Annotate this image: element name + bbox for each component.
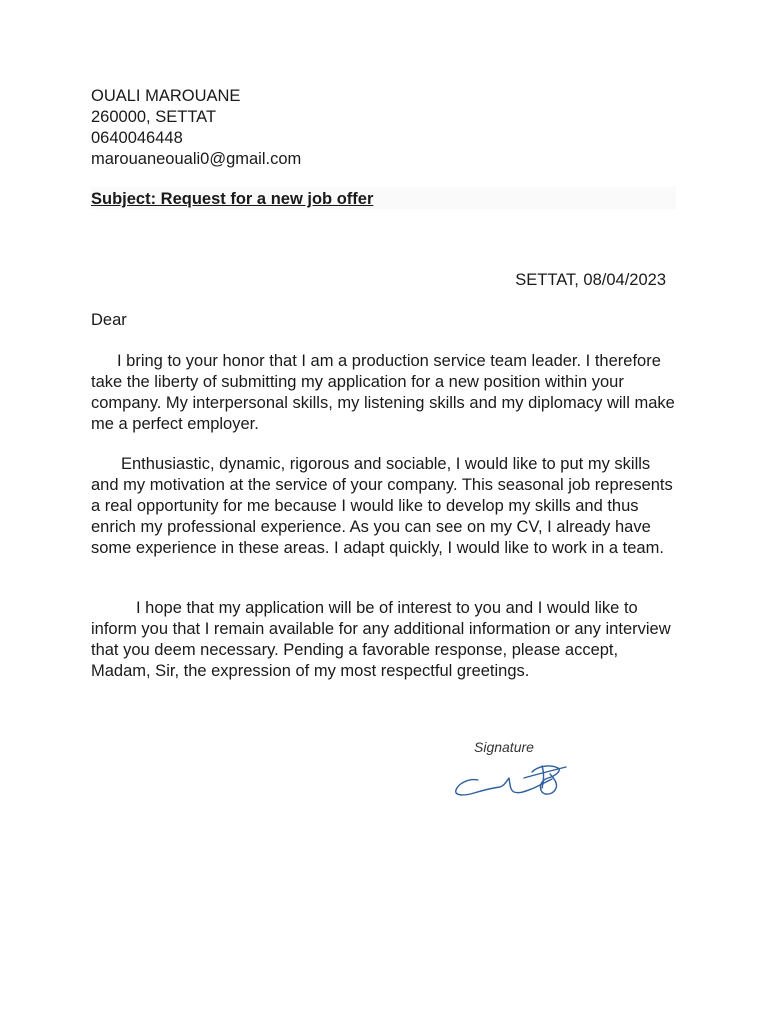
sender-name: OUALI MAROUANE: [91, 87, 241, 105]
sender-block: [91, 86, 301, 170]
body-paragraph-2: Enthusiastic, dynamic, rigorous and sociable, I would like to put my skills and my motivation at the service of your company. This seasonal job represents a real opportunity for me because I would like to develop my skills and thus enrich my professional experience. As you can see on my CV, I already have some experience in these areas. I adapt quickly, I would like to work in a team.: [91, 455, 673, 557]
salutation: Dear: [91, 311, 127, 329]
sender-phone: 0640046448: [91, 129, 183, 147]
body-paragraph-1: I bring to your honor that I am a production service team leader. I therefore take the liberty of submitting my application for a new position within your company. My interpersonal skills, my listening skills and my diplomacy will make me a perfect employer.: [91, 352, 675, 433]
signature-label: Signature: [474, 739, 534, 755]
body-paragraph-3: I hope that my application will be of interest to you and I would like to inform you that I remain available for any additional information or any interview that you deem necessary. Pending a favorable response, please accept, Madam, Sir, the expression of my most respectful greetings.: [91, 599, 671, 680]
handwritten-signature: [452, 758, 572, 802]
sender-address: 260000, SETTAT: [91, 108, 217, 126]
place-date: SETTAT, 08/04/2023: [515, 271, 666, 289]
subject-line: Subject: Request for a new job offer: [91, 190, 374, 208]
sender-email: marouaneouali0@gmail.com: [91, 150, 302, 168]
